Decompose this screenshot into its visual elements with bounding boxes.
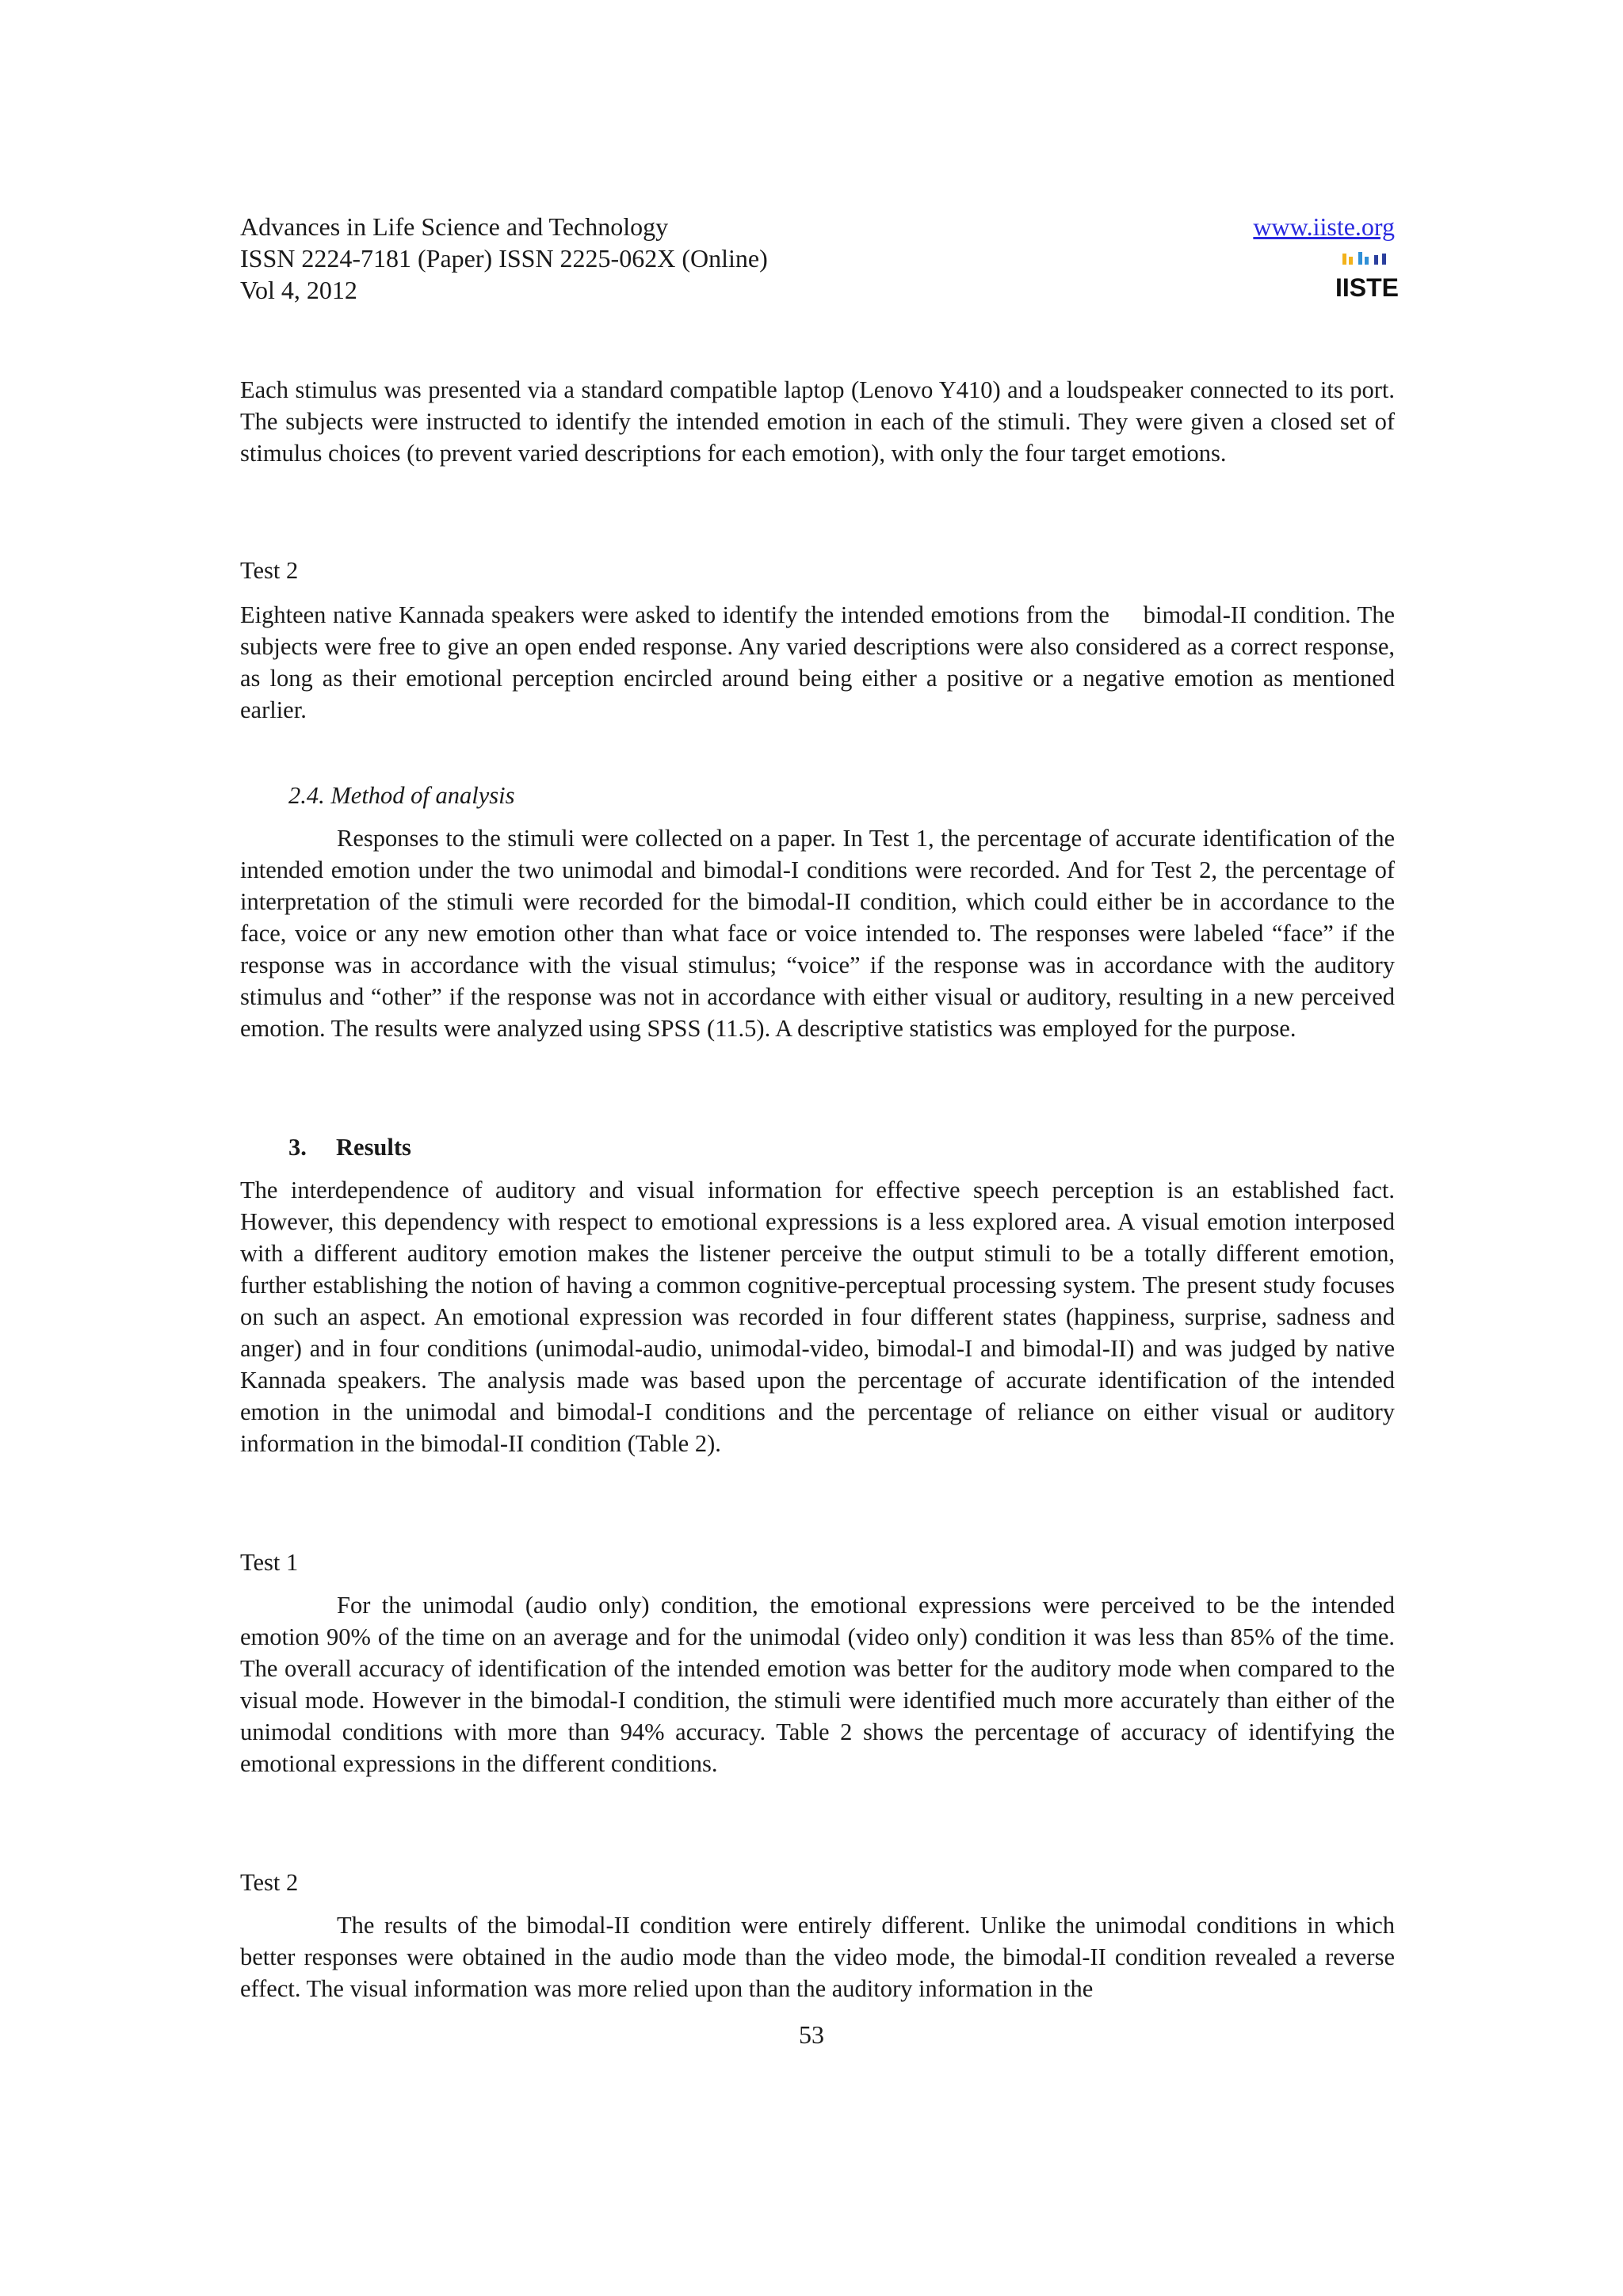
journal-url-link[interactable]: www.iiste.org [1253, 212, 1395, 241]
iiste-logo-icon [1335, 250, 1400, 303]
results-heading [288, 1131, 411, 1163]
page-header [240, 211, 1400, 306]
results-number: 3. [288, 1134, 307, 1161]
test2-label-a: Test 2 [240, 557, 299, 584]
test2-label-b: Test 2 [240, 1869, 299, 1896]
test1-paragraph: For the unimodal (audio only) condition, the emotional expressions were perceived to be the intended emotion 90% of the time on an average and for the unimodal (video only) condition it was less than 85% of the time. The overall accuracy of identification of the intended emotion was better for the auditory mode when compared to the visual mode. However in the bimodal-I condition, the stimuli were identified much more accurately than either of the unimodal conditions with more than 94% accuracy. Table 2 shows the percentage of accuracy of identifying the emotional expressions in the different conditions. [240, 1592, 1395, 1777]
journal-volume: Vol 4, 2012 [240, 276, 357, 304]
test1-label: Test 1 [240, 1549, 299, 1576]
test2-paragraph-b: The results of the bimodal-II condition were entirely different. Unlike the unimodal conditions in which better responses were obtained in the audio mode than the video mode, the bimodal-II condition revealed a reverse effect. The visual information was more relied upon than the auditory information in the [240, 1912, 1395, 2002]
test2-paragraph-a: Eighteen native Kannada speakers were asked to identify the intended emotions from the bimodal-II condition. The subjects were free to give an open ended response. Any varied descriptions were also considered as a correct response, as long as their emotional perception encircled around being either a positive or a negative emotion as mentioned earlier. [240, 601, 1401, 723]
journal-issn: ISSN 2224-7181 (Paper) ISSN 2225-062X (Online) [240, 244, 768, 273]
page-number: 53 [799, 2020, 824, 2049]
method-heading: 2.4. Method of analysis [288, 782, 515, 809]
logo-text: IISTE [1335, 273, 1400, 302]
journal-info [240, 211, 1395, 306]
results-paragraph: The interdependence of auditory and visual information for effective speech perception is an established fact. However, this dependency with respect to emotional expressions is a less explored area. A visual emotion interposed with a different auditory emotion makes the listener perceive the output stimuli to be a totally different emotion, further establishing the notion of having a common cognitive-perceptual processing system. The present study focuses on such an aspect. An emotional expression was recorded in four different states (happiness, surprise, sadness and anger) and in four conditions (unimodal-audio, unimodal-video, bimodal-I and bimodal-II) and was judged by native Kannada speakers. The analysis made was based upon the percentage of accurate identification of the intended emotion in the unimodal and bimodal-I conditions and the percentage of reliance on either visual or auditory information in the bimodal-II condition (Table 2). [240, 1177, 1395, 1457]
intro-paragraph: Each stimulus was presented via a standard compatible laptop (Lenovo Y410) and a loudspeaker connected to its port. The subjects were instructed to identify the intended emotion in each of the stimuli. They were given a closed set of stimulus choices (to prevent varied descriptions for each emotion), with only the four target emotions. [240, 376, 1395, 467]
journal-title: Advances in Life Science and Technology [240, 212, 669, 241]
method-paragraph: Responses to the stimuli were collected on a paper. In Test 1, the percentage of accurate identification of the intended emotion under the two unimodal and bimodal-I conditions were recorded. And for Test 2, the percentage of interpretation of the stimuli were recorded for the bimodal-II condition, which could either be in accordance to the face, voice or any new emotion other than what face or voice intended to. The responses were labeled “face” if the response was in accordance with the visual stimulus; “voice” if the response was in accordance with the auditory stimulus and “other” if the response was not in accordance with either visual or auditory, resulting in a new perceived emotion. The results were analyzed using SPSS (11.5). A descriptive statistics was employed for the purpose. [240, 825, 1395, 1042]
results-title: Results [336, 1134, 411, 1161]
